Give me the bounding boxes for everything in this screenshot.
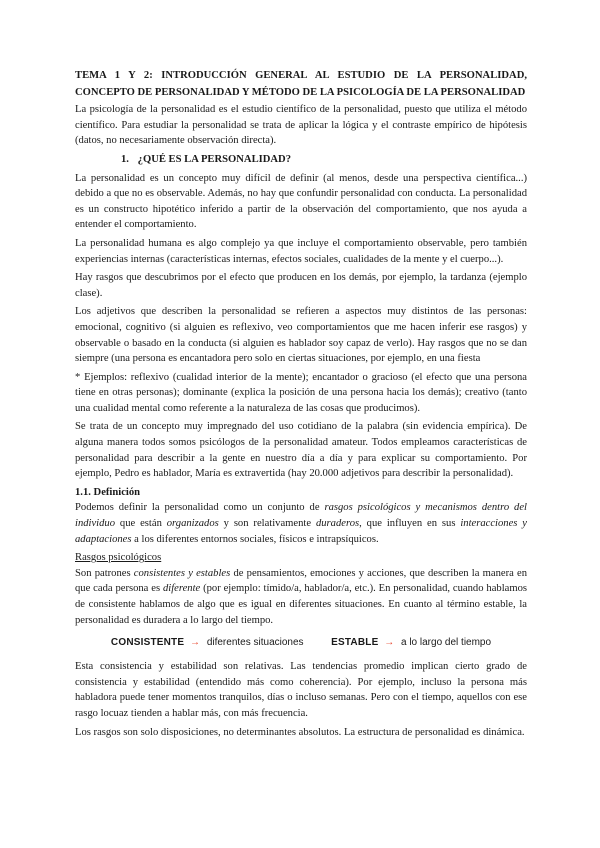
- section-title: ¿QUÉ ES LA PERSONALIDAD?: [137, 153, 292, 165]
- document-title: TEMA 1 Y 2: INTRODUCCIÓN GENERAL AL ESTUDIO DE LA PERSONALIDAD, CONCEPTO DE PERSONALIDAD Y MÉTODO DE LA PSICOLOGÍA DE LA PERSONALIDAD: [75, 70, 527, 98]
- document-body: [75, 68, 527, 743]
- paragraph-dispositions: Los rasgos son solo disposiciones, no determinantes absolutos. La estructura de personalidad es dinámica.: [75, 726, 525, 738]
- text-run: (por ejemplo: tímido/a, hablador/a, etc.). En personalidad, cuando hablamos de consistente hablamos de algo que es igual en diferentes situaciones. En cuanto al término estable, la personalidad es duradera a lo largo del tiempo.: [75, 583, 527, 626]
- text-run: Son patrones: [75, 567, 134, 579]
- emphasis-text: consistentes y estables: [133, 567, 231, 579]
- stable-keyword: ESTABLE: [331, 637, 379, 649]
- text-run: y son relativamente: [218, 518, 316, 530]
- text-run: a los diferentes entornos sociales, físicos e intrapsíquicos.: [131, 533, 379, 545]
- section-number: 1.: [121, 153, 129, 165]
- text-run: Podemos definir la personalidad como un conjunto de: [75, 502, 325, 514]
- paragraph-traits-definition: [75, 566, 527, 628]
- consistency-stability-figure: [75, 636, 527, 650]
- paragraph-definition-difficulty: La personalidad es un concepto muy difícil de definir (al menos, desde una perspectiva científica...) debido a que no es observable. Además, no hay que confundir personalidad con conducta. La personalidad es un constructo hipotético inferido a partir de la observación del comportamiento, que nos ayuda a entender el comportamiento.: [75, 172, 527, 231]
- text-run: de pensamientos, emociones y acciones, que describen la manera en que cada persona es: [75, 567, 528, 595]
- paragraph-adjectives: Los adjetivos que describen la personalidad se refieren a aspectos muy distintos de las personas: emocional, cognitivo (si alguien es reflexivo, veo comportamientos que me hacen inferir ese rasgos) y observable o basado en la conducta (si alguien es hablador soy capaz de verlo). Hay rasgos que no se dan siempre (una persona es encantadora pero solo en ciertas situaciones, por ejemplo, en una fiesta: [75, 306, 527, 365]
- paragraph-traits-effect: Hay rasgos que descubrimos por el efecto que producen en los demás, por ejemplo, la tardanza (ejemplo clase).: [75, 272, 527, 299]
- text-run: , que influyen en sus: [359, 518, 461, 530]
- paragraph-formal-definition: [75, 500, 527, 547]
- text-run: que están: [115, 518, 167, 530]
- consistent-keyword: CONSISTENTE: [110, 637, 185, 649]
- section-heading-1: [75, 152, 527, 168]
- intro-paragraph: La psicología de la personalidad es el estudio científico de la personalidad, puesto que utiliza el método científico. Para estudiar la personalidad se trata de aplicar la lógica y el contraste empírico de hipótesis (datos, no necesariamente observación directa).: [75, 104, 527, 147]
- emphasis-text: organizados: [166, 518, 219, 530]
- consistent-meaning: diferentes situaciones: [206, 637, 304, 649]
- paragraph-everyday-use: Se trata de un concepto muy impregnado del uso cotidiano de la palabra (sin evidencia empírica). De alguna manera todos somos psicólogos de la personalidad amateur. Todos empleamos características de personalidad para describir a la gente en nuestro día a día y para explicar su comportamiento. Por ejemplo, Pedro es hablador, María es extravertida (hay 20.000 adjetivos para describir la personalidad).: [75, 421, 527, 480]
- emphasis-text: rasgos psicológicos y mecanismos dentro del individuo: [75, 502, 527, 530]
- paragraph-examples: * Ejemplos: reflexivo (cualidad interior de la mente); encantador o gracioso (el efecto que una persona tiene en otras personas); dominante (explica la posición de una persona hacia los demás); creativo (tanto una cualidad mental como referente a la naturaleza de las cosas que producimos).: [75, 371, 527, 414]
- emphasis-text: diferente: [162, 583, 201, 595]
- stable-meaning: a lo largo del tiempo: [401, 637, 492, 649]
- subheading-psychological-traits: Rasgos psicológicos: [75, 552, 162, 564]
- paragraph-complexity: La personalidad humana es algo complejo ya que incluye el comportamiento observable, pero también experiencias internas (características internas, efectos sociales, cualidades de la mente y el cuerpo...).: [75, 237, 527, 265]
- emphasis-text: duraderos: [315, 518, 360, 530]
- right-arrow-icon: →: [384, 637, 395, 649]
- right-arrow-icon: →: [190, 637, 201, 649]
- emphasis-text: interacciones y adaptaciones: [75, 518, 527, 545]
- subsection-heading-definition: 1.1. Definición: [75, 486, 141, 498]
- paragraph-relative-consistency: Esta consistencia y estabilidad son relativas. Las tendencias promedio implican cierto grado de consistencia y estabilidad (entendido más como coherencia). Por ejemplo, incluso la persona más habladora puede tener momentos tranquilos, días o incluso semanas. Pero con el tiempo, aquellos con ese rasgo locuaz tienden a hablar más, con más frecuencia.: [75, 661, 527, 719]
